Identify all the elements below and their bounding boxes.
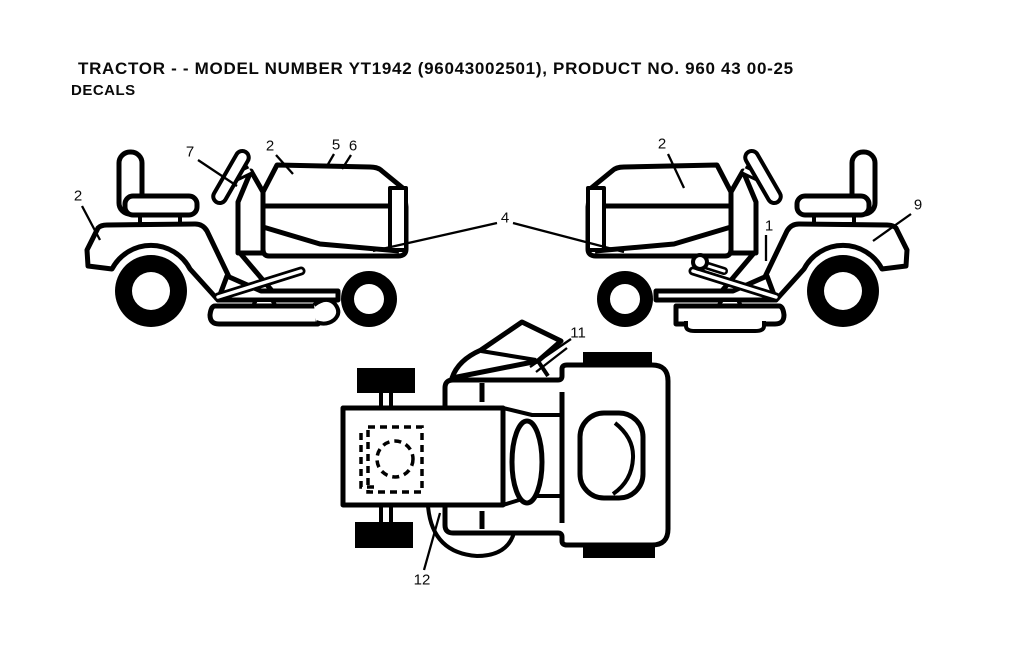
deck-skirt [686,321,764,331]
page-title: TRACTOR - - MODEL NUMBER YT1942 (96043002501), PRODUCT NO. 960 43 00-25 [78,59,794,78]
callout-5: 5 [331,136,341,154]
callout-4: 4 [500,209,510,227]
callout-7: 7 [185,143,195,161]
callout-1: 1 [764,217,774,235]
callout-11: 11 [570,324,586,342]
steering-wheel-top-view [512,421,542,503]
front-wheel-right [355,522,413,548]
callout-2-hood-right: 2 [657,135,667,153]
view-right-side [588,149,907,331]
deck-discharge-curl [314,300,338,324]
callout-9: 9 [913,196,923,214]
front-wheel-left [357,368,415,393]
callout-12: 12 [413,571,431,589]
section-title: DECALS [71,82,136,99]
view-top [343,322,668,558]
callout-6: 6 [348,137,358,155]
rear-wheel-left [583,352,652,364]
callout-2-hood-left: 2 [265,137,275,155]
rear-wheel-right [583,547,655,558]
callout-2-fender-left: 2 [73,187,83,205]
view-left-side [87,149,406,327]
